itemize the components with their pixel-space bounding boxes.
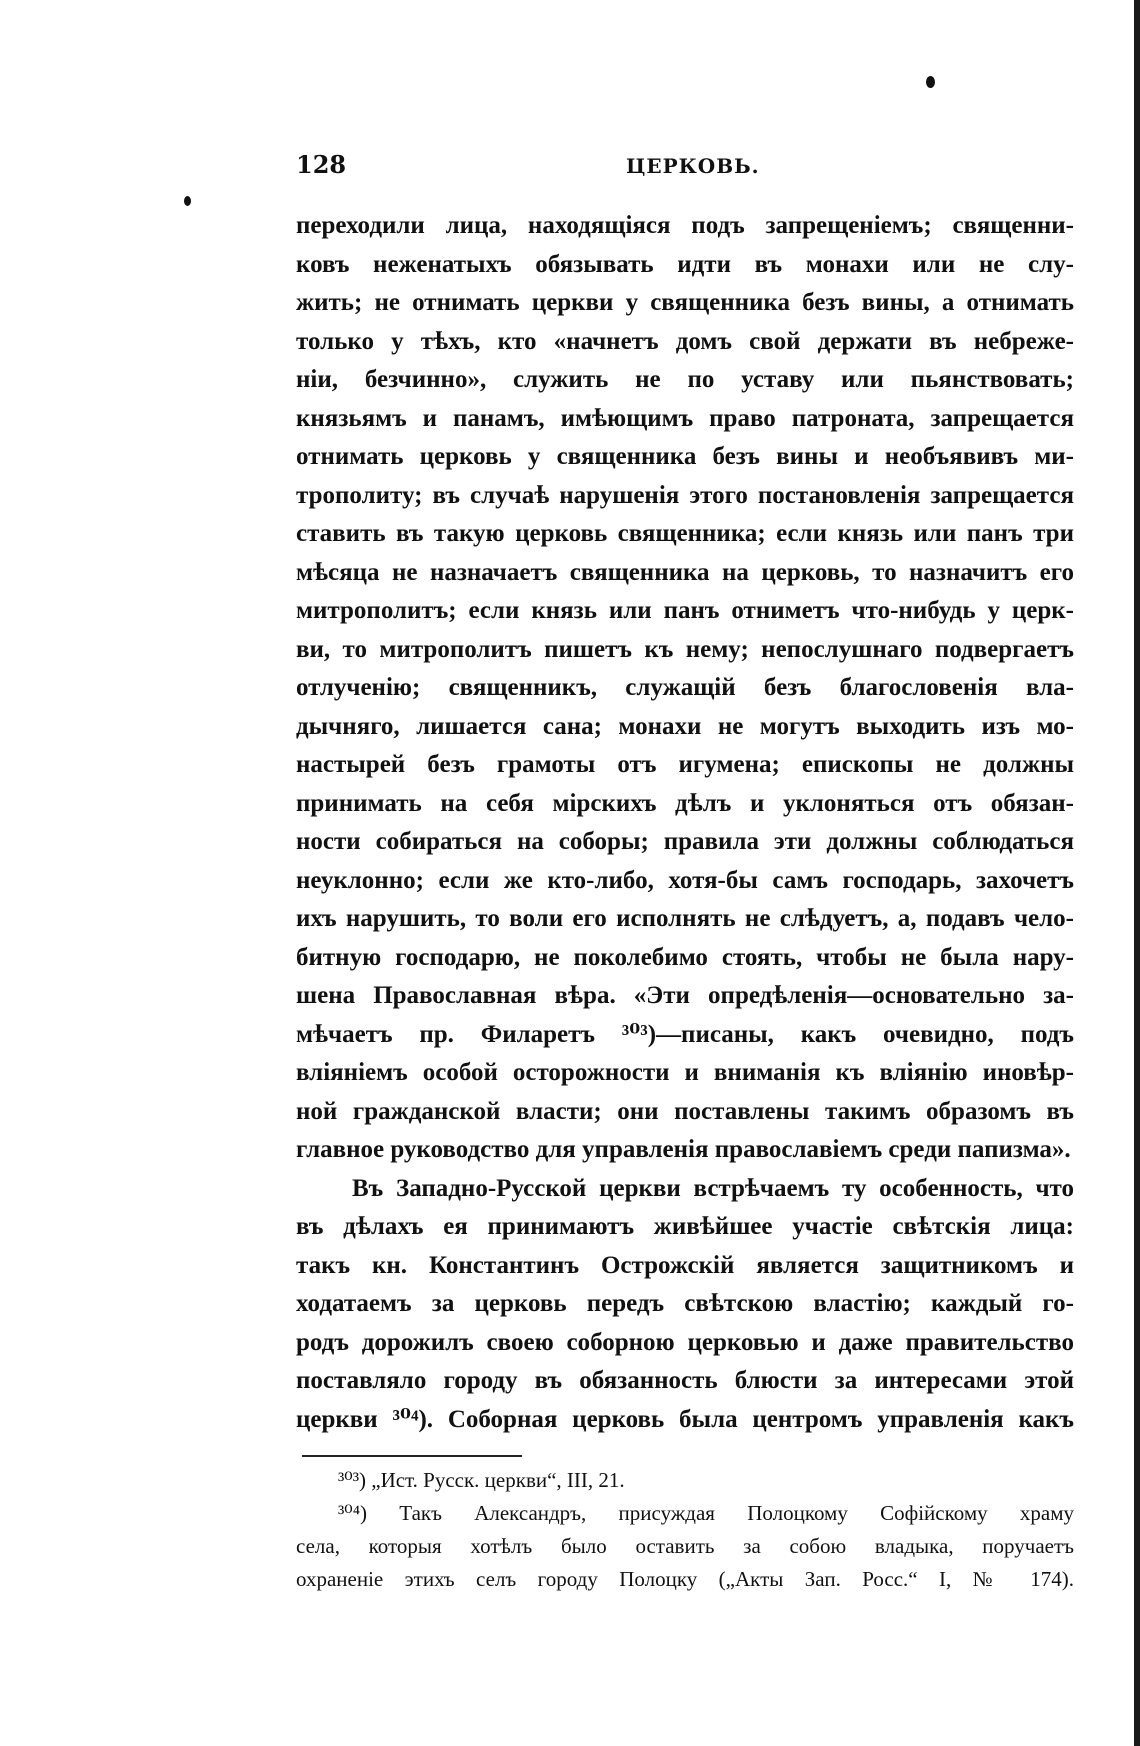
text-line: принимать на себя мірскихъ дѣлъ и уклоняться отъ обязан- (296, 789, 1074, 817)
text-line: ходатаемъ за церковь передъ свѣтскою властію; каждый го- (296, 1290, 1074, 1317)
footnotes (296, 1464, 1074, 1596)
text-line: ной гражданской власти; они поставлены такимъ образомъ въ (296, 1097, 1074, 1125)
text-line: настырей безъ грамоты отъ игумена; епископы не должны (296, 751, 1074, 778)
text-line: только у тѣхъ, кто «начнетъ домъ свой держати въ небреже- (296, 327, 1074, 355)
text-line: ковъ неженатыхъ обязывать идти въ монахи или не слу- (296, 250, 1074, 278)
text-line: вліяніемъ особой осторожности и вниманія къ вліянію иновѣр- (296, 1059, 1074, 1086)
text-line: неуклонно; если же кто-либо, хотя-бы самъ господарь, захочетъ (296, 866, 1074, 894)
text-line: ности собираться на соборы; правила эти должны соблюдаться (296, 828, 1074, 855)
text-line: ви, то митрополитъ пишетъ къ нему; непослушнаго подвергаетъ (296, 635, 1074, 663)
footnote-line: ³⁰³) „Ист. Русск. церкви“, III, 21. (338, 1468, 625, 1492)
text-line: жить; не отнимать церкви у священника безъ вины, а отнимать (296, 289, 1074, 316)
footnote-line: ³⁰⁴) Такъ Александръ, присуждая Полоцкому Софійскому храму (338, 1501, 1074, 1525)
footnote-line: села, которыя хотѣлъ было оставить за собою владыка, поручаетъ (296, 1534, 1074, 1558)
text-line: мѣчаетъ пр. Филаретъ ³⁰³)—писаны, какъ очевидно, подъ (296, 1020, 1074, 1048)
text-line: трополиту; въ случаѣ нарушенія этого постановленія запрещается (296, 481, 1074, 509)
text-line: переходили лица, находящіяся подъ запрещеніемъ; священни- (296, 212, 1074, 239)
ink-speck (184, 196, 191, 206)
text-line: родъ дорожилъ своею соборною церковью и даже правительство (296, 1328, 1074, 1356)
paragraph-start-line: Въ Западно-Русской церкви встрѣчаемъ ту особенность, что (352, 1174, 1074, 1202)
text-line: отнимать церковь у священника безъ вины и необъявивъ ми- (296, 443, 1074, 470)
text-line: ихъ нарушить, то воли его исполнять не слѣдуетъ, а, подавъ чело- (296, 905, 1074, 932)
text-line: поставляло городу въ обязанность блюсти за интересами этой (296, 1367, 1074, 1394)
body-text (296, 207, 1074, 1439)
text-line: дычняго, лишается сана; монахи не могутъ выходить изъ мо- (296, 712, 1074, 740)
text-line: такъ кн. Константинъ Острожскій является защитникомъ и (296, 1251, 1074, 1279)
text-line: мѣсяца не назначаетъ священника на церковь, то назначитъ его (296, 558, 1074, 586)
text-line: митрополитъ; если князь или панъ отниметъ что-нибудь у церк- (296, 597, 1074, 624)
text-line: отлученію; священникъ, служащій безъ благословенія вла- (296, 674, 1074, 701)
text-line: ставить въ такую церковь священника; если князь или панъ три (296, 520, 1074, 547)
text-line: ніи, безчинно», служить не по уставу или пьянствовать; (296, 366, 1074, 393)
ink-speck (926, 76, 935, 88)
page-number: 128 (296, 150, 347, 179)
text-line: въ дѣлахъ ея принимаютъ живѣйшее участіе свѣтскія лица: (296, 1213, 1074, 1240)
page-edge-shadow (1134, 0, 1140, 1746)
footnote-line: охраненіе этихъ селъ городу Полоцку („Акты Зап. Росс.“ I, № 174). (296, 1567, 1074, 1591)
running-title: ЦЕРКОВЬ. (626, 154, 760, 178)
text-line: князьямъ и панамъ, имѣющимъ право патроната, запрещается (296, 404, 1074, 432)
footnote-separator (302, 1455, 522, 1457)
text-line: главное руководство для управленія православіемъ среди папизма». (296, 1136, 1071, 1163)
text-line: шена Православная вѣра. «Эти опредѣленія—основательно за- (296, 982, 1074, 1009)
text-line: битную господарю, не поколебимо стоять, чтобы не была нару- (296, 943, 1074, 971)
text-line: церкви ³⁰⁴). Соборная церковь была центромъ управленія какъ (296, 1405, 1074, 1433)
page-header (296, 150, 1076, 182)
